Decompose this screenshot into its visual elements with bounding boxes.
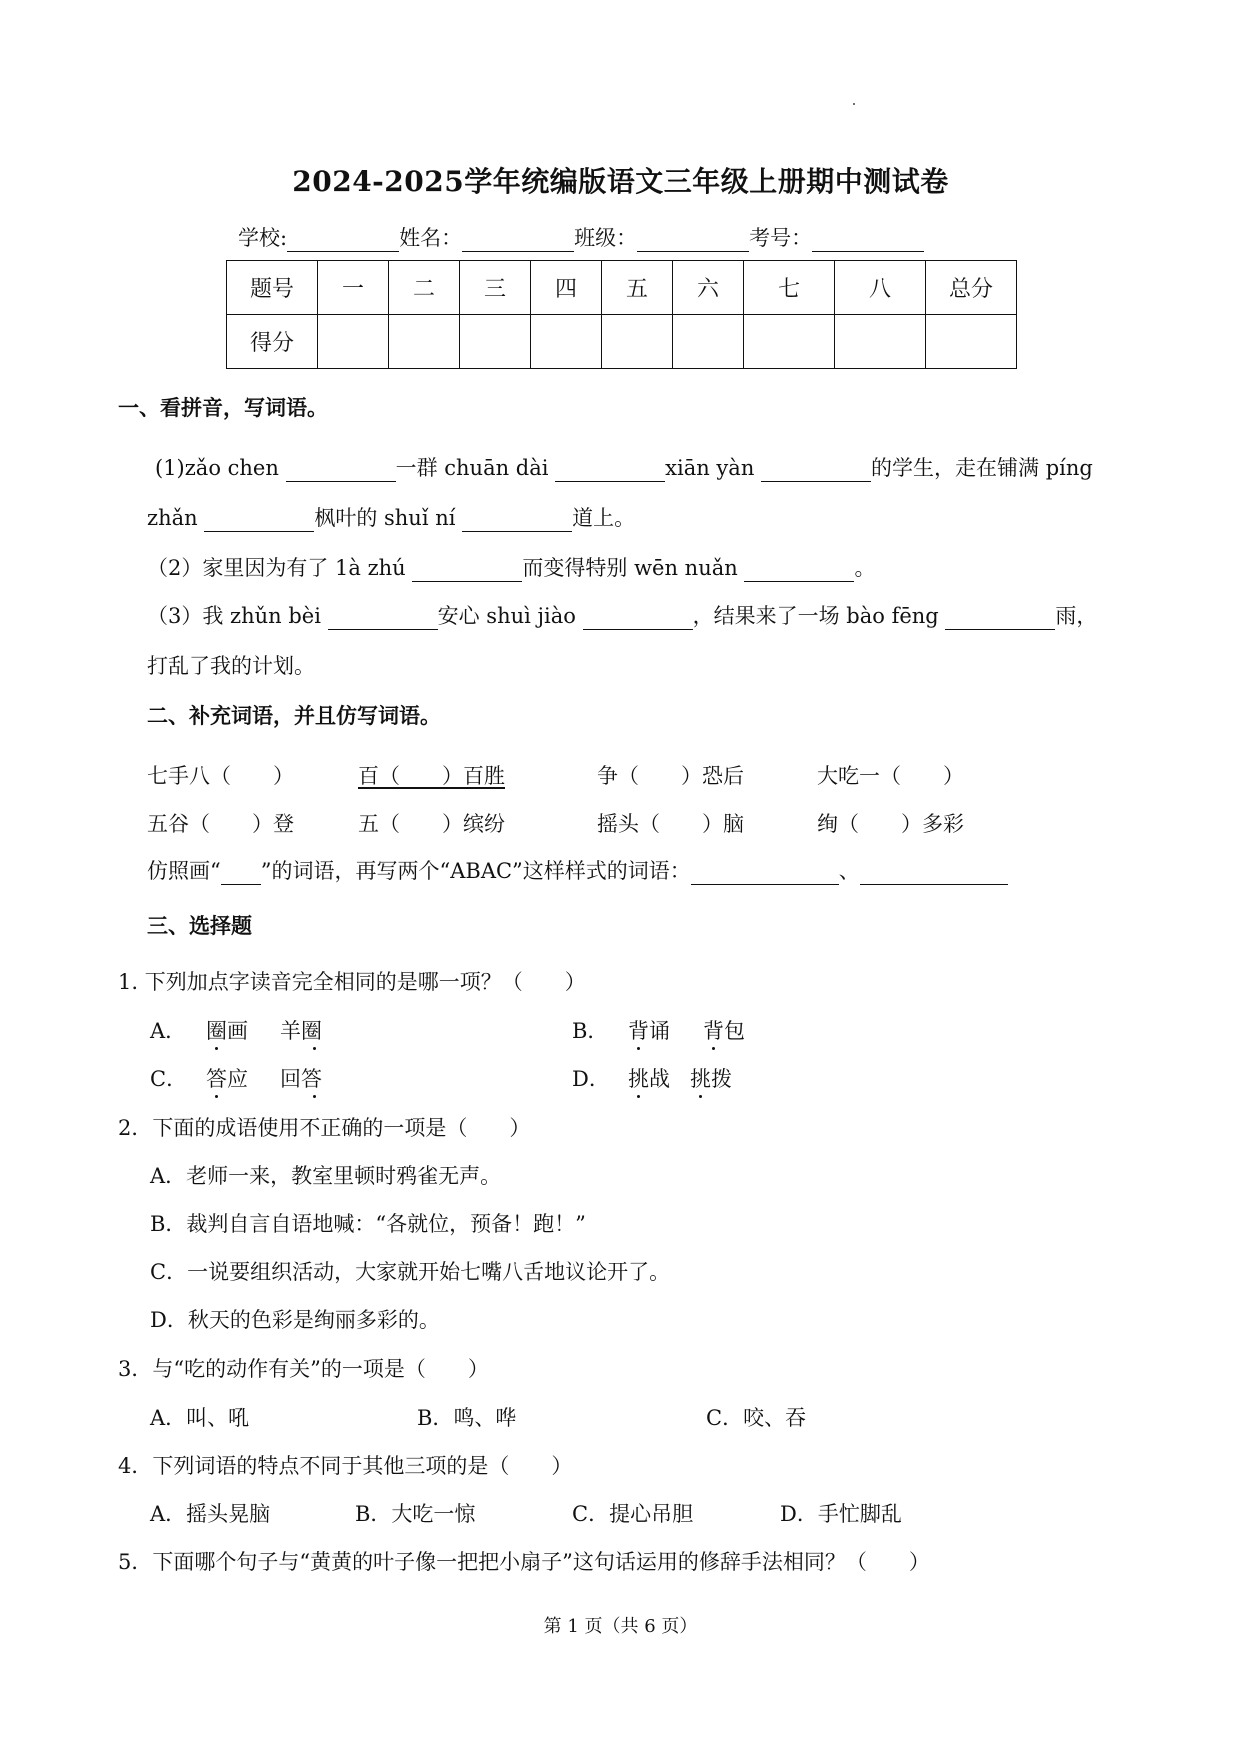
- q4-stem: 4．下列词语的特点不同于其他三项的是（ ）: [118, 1454, 573, 1478]
- instruction-text-a: 仿照画“: [147, 859, 221, 883]
- q3-text-b: 安心 shuì jiào: [437, 604, 576, 628]
- q1-text-e: zhǎn: [147, 506, 198, 530]
- score-cell[interactable]: [835, 315, 926, 369]
- answer-blank[interactable]: [583, 607, 693, 630]
- fill-word-4[interactable]: 大吃一（ ）: [817, 764, 964, 788]
- q1-text-c: xiān yàn: [665, 456, 755, 480]
- emphasis-dot: [313, 1095, 316, 1098]
- score-header-cell: 六: [673, 261, 744, 315]
- score-header-cell: 四: [531, 261, 602, 315]
- q1-option-c-word2: [280, 1063, 322, 1093]
- instruction-text-b: ”的词语，再写两个“ABAC”这样样式的词语：: [260, 859, 691, 883]
- q2-option-a[interactable]: A．老师一来，教室里顿时鸦雀无声。: [150, 1164, 502, 1188]
- q1-option-a-word1: [206, 1015, 248, 1045]
- option-word: 回答: [280, 1067, 322, 1091]
- section1-heading: 一、看拼音，写词语。: [118, 396, 328, 420]
- score-cell[interactable]: [744, 315, 835, 369]
- q1-option-d-word1: [628, 1063, 670, 1093]
- school-label: 学校:: [238, 226, 288, 250]
- q2-text-c: 。: [854, 556, 876, 580]
- answer-blank[interactable]: [860, 862, 1008, 885]
- q3-text-d: 雨，: [1055, 604, 1098, 628]
- class-label: 班级：: [574, 226, 638, 250]
- name-label: 姓名：: [399, 226, 463, 250]
- section1-q3-line2: 打乱了我的计划。: [147, 654, 315, 678]
- q1-text-f: 枫叶的 shuǐ ní: [314, 506, 456, 530]
- answer-blank[interactable]: [328, 607, 438, 630]
- q2-stem: 2．下面的成语使用不正确的一项是（ ）: [118, 1116, 531, 1140]
- section1-q1-line1: [155, 452, 1093, 482]
- option-word: 圈画: [206, 1019, 248, 1043]
- underline-sample: [221, 862, 261, 885]
- q1-option-b-word1: [628, 1015, 670, 1045]
- q1-option-b-word2: [703, 1015, 745, 1045]
- exam-no-label: 考号：: [749, 226, 813, 250]
- answer-blank[interactable]: [204, 509, 314, 532]
- option-word: 背诵: [628, 1019, 670, 1043]
- q4-option-b[interactable]: B．大吃一惊: [355, 1502, 476, 1526]
- q2-text-b: 而变得特别 wēn nuǎn: [522, 556, 738, 580]
- q3-option-c[interactable]: C．咬、吞: [706, 1406, 807, 1430]
- q4-option-d[interactable]: D．手忙脚乱: [780, 1502, 902, 1526]
- q1-option-c-label[interactable]: C．: [150, 1067, 188, 1091]
- fill-word-3[interactable]: 争（ ）恐后: [597, 764, 744, 788]
- score-cell[interactable]: [460, 315, 531, 369]
- q1-stem: 1. 下列加点字读音完全相同的是哪一项？（ ）: [118, 970, 586, 994]
- q1-text-g: 道上。: [572, 506, 636, 530]
- fill-word-8[interactable]: 绚（ ）多彩: [817, 812, 964, 836]
- score-header-cell: 二: [389, 261, 460, 315]
- page-footer: 第 1 页（共 6 页）: [543, 1616, 698, 1637]
- q3-option-a[interactable]: A．叫、吼: [150, 1406, 250, 1430]
- option-word: 背包: [703, 1019, 745, 1043]
- q3-text-a: （3）我 zhǔn bèi: [147, 604, 321, 628]
- score-header-cell: 总分: [926, 261, 1017, 315]
- q1-text-b: 一群 chuān dài: [395, 456, 549, 480]
- name-blank[interactable]: [462, 229, 574, 252]
- emphasis-dot: [215, 1047, 218, 1050]
- q2-text-a: （2）家里因为有了 1à zhú: [147, 556, 406, 580]
- decorative-dot: [853, 103, 855, 105]
- q1-option-d-word2: [690, 1063, 732, 1093]
- score-header-cell: 一: [318, 261, 389, 315]
- q1-option-c-word1: [206, 1063, 248, 1093]
- q3-stem: 3．与“吃的动作有关”的一项是（ ）: [118, 1357, 489, 1381]
- emphasis-dot: [699, 1095, 702, 1098]
- score-cell[interactable]: [318, 315, 389, 369]
- q2-option-b[interactable]: B．裁判自言自语地喊：“各就位，预备！跑！”: [150, 1212, 586, 1236]
- fill-word-1[interactable]: 七手八（ ）: [147, 764, 294, 788]
- answer-blank[interactable]: [555, 459, 665, 482]
- answer-blank[interactable]: [691, 862, 839, 885]
- q1-option-d-label[interactable]: D．: [572, 1067, 610, 1091]
- score-header-cell: 三: [460, 261, 531, 315]
- student-info-fields: [238, 222, 924, 252]
- emphasis-dot: [712, 1047, 715, 1050]
- score-table-score-row: [227, 315, 1017, 369]
- emphasis-dot: [215, 1095, 218, 1098]
- section1-q1-line2: [147, 502, 635, 532]
- section3-heading: 三、选择题: [147, 914, 252, 938]
- fill-word-5[interactable]: 五谷（ ）登: [147, 812, 294, 836]
- fill-word-7[interactable]: 摇头（ ）脑: [597, 812, 744, 836]
- q1-option-a-word2: [280, 1015, 322, 1045]
- answer-blank[interactable]: [744, 559, 854, 582]
- score-header-cell: 七: [744, 261, 835, 315]
- score-table-header-row: [227, 261, 1017, 315]
- q1-text-d: 的学生，走在铺满 píng: [871, 456, 1093, 480]
- q4-option-a[interactable]: A．摇头晃脑: [150, 1502, 271, 1526]
- score-row-label: 得分: [227, 315, 318, 369]
- option-word: 挑战: [628, 1067, 670, 1091]
- section2-instruction: [147, 855, 1008, 885]
- q2-option-c[interactable]: C．一说要组织活动，大家就开始七嘴八舌地议论开了。: [150, 1260, 671, 1284]
- answer-blank[interactable]: [412, 559, 522, 582]
- option-word: 挑拨: [690, 1067, 732, 1091]
- q1-option-a-label[interactable]: A．: [150, 1019, 187, 1043]
- score-header-cell: 八: [835, 261, 926, 315]
- score-header-cell: 题号: [227, 261, 318, 315]
- score-cell[interactable]: [389, 315, 460, 369]
- score-cell[interactable]: [926, 315, 1017, 369]
- school-blank[interactable]: [287, 229, 399, 252]
- q3-text-c: ，结果来了一场 bào fēng: [692, 604, 939, 628]
- separator: 、: [838, 859, 860, 883]
- answer-blank[interactable]: [462, 509, 572, 532]
- option-word: 答应: [206, 1067, 248, 1091]
- score-table: [226, 260, 1017, 369]
- section1-q3-line1: [147, 600, 1097, 630]
- emphasis-dot: [637, 1095, 640, 1098]
- fill-word-6[interactable]: 五（ ）缤纷: [358, 812, 505, 836]
- option-word: 羊圈: [280, 1019, 322, 1043]
- page-title: 2024-2025学年统编版语文三年级上册期中测试卷: [292, 165, 949, 198]
- q5-stem: 5．下面哪个句子与“黄黄的叶子像一把把小扇子”这句话运用的修辞手法相同？（ ）: [118, 1550, 930, 1574]
- class-blank[interactable]: [637, 229, 749, 252]
- fill-word-2-underlined[interactable]: 百（ ）百胜: [358, 764, 505, 788]
- emphasis-dot: [637, 1047, 640, 1050]
- q1-option-b-label[interactable]: B．: [572, 1019, 609, 1043]
- emphasis-dot: [313, 1047, 316, 1050]
- section2-heading: 二、补充词语，并且仿写词语。: [147, 704, 441, 728]
- q4-option-c[interactable]: C．提心吊胆: [572, 1502, 694, 1526]
- score-cell[interactable]: [673, 315, 744, 369]
- q3-option-b[interactable]: B．鸣、哗: [417, 1406, 517, 1430]
- section1-q2: [147, 552, 875, 582]
- q1-text-a: (1)zǎo chen: [155, 456, 279, 480]
- score-cell[interactable]: [531, 315, 602, 369]
- answer-blank[interactable]: [286, 459, 396, 482]
- score-cell[interactable]: [602, 315, 673, 369]
- exam-no-blank[interactable]: [812, 229, 924, 252]
- q2-option-d[interactable]: D．秋天的色彩是绚丽多彩的。: [150, 1308, 440, 1332]
- score-header-cell: 五: [602, 261, 673, 315]
- answer-blank[interactable]: [761, 459, 871, 482]
- answer-blank[interactable]: [945, 607, 1055, 630]
